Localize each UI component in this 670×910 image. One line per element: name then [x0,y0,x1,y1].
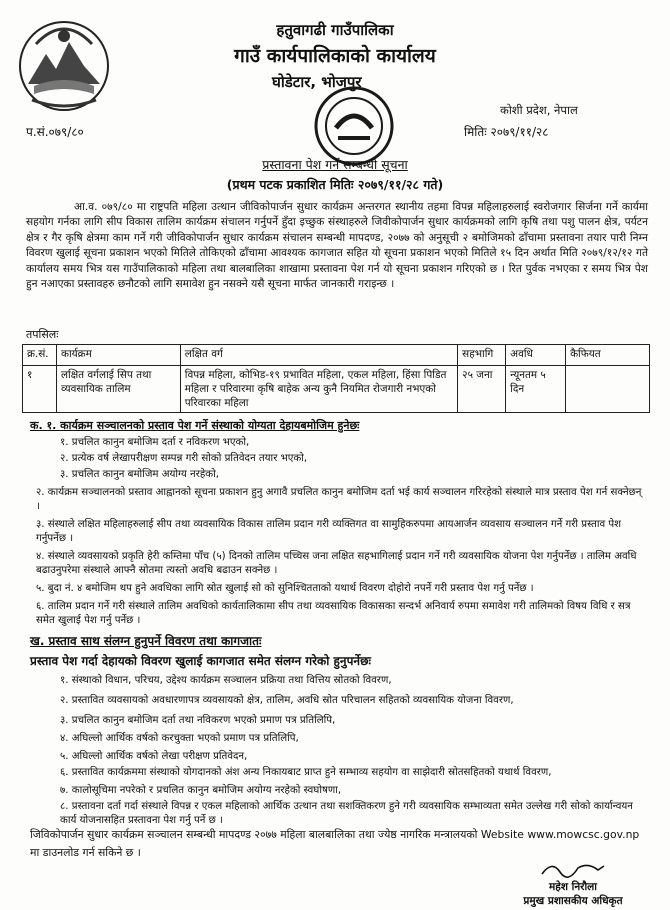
notice-title: प्रस्तावना पेश गर्ने सम्बन्धी सूचना [262,157,408,172]
list-item: ६. तालिम प्रदान गर्ने गरी संस्थाले तालिम अवधिको कार्यतालिकामा सीप तथा व्यवसायिक विकासका सन्दर्भ अनिवार्य रुपमा समावेश गरी तालिमको विषय विधि र सत्र समेत खुलाई पेश गर्नु पर्नेछ । [36,601,631,627]
table-header: लक्षित वर्ग [180,345,457,366]
list-item: ६. प्रस्तावित कार्यक्रममा संस्थाको योगदानको अंश अन्य निकायबाट प्राप्त हुने सम्भाव्य सहयोग वा साझेदारी स्रोतसहितको यथार्थ विवरण, [60,767,552,778]
notice-intro-paragraph: आ.व. ०७९/८० मा राष्ट्रपति महिला उत्थान जीविकोपार्जन सुधार कार्यक्रम अन्तरगत स्थानीय तहमा विपन्न महिलाहरुलाई स्वरोजगार सिर्जना गर्ने कार्यमा सहयोग गर्नका लागि सीप विकास तालिम कार्यक्रम संचालन गर्नुपर्ने हुँदा इच्छुक संस्थाहरुले जिवीकोपार्जन सुधार कार्यक्रमको लागि कृषि तथा पशु पालन क्षेत्र, पर्यटन क्षेत्र र गैर कृषि क्षेत्रमा काम गर्ने गरी जीविकोपार्जन सुधार कार्यक्रम संचालन सम्बन्धी मापदण्ड, २०७७ को अनुसूची २ बमोजिमको ढाँचामा प्रस्तावना तयार पारी निम्न विवरण खुलाई सूचना प्रकाशन भएको मितिले तोकिएको ढाँचामा आवश्यक कागजात सहित यो सूचना प्रकाशन भएको मितिले १५ दिन अर्थात मिति २०७९/१२/१२ गते कार्यालय समय भित्र यस गाउँपालिकाको महिला तथा बालबालिका शाखामा प्रस्तावना पेश गर्न यो सूचना प्रकाशन गरिएको छ । रित पुर्वक नभएका र समय भित्र पेश हुन नआएका प्रस्तावहरु छनौटको लागि समावेश हुन नसक्ने यसै सूचना मार्फत जानकारी गराइन्छ । [26,201,648,291]
list-item: ८. प्रस्तावना दर्ता गर्दा संस्थाले विपन्न र एकल महिलाको आर्थिक उत्थान तथा सशक्तिकरण हुने गरी व्यवसायिक सम्भाव्यता समेत उल्लेख गरी सोको कार्यान्वयन कार्य योजनासहित प्रस्तावना पेश गर्नु पर्ने छ । [60,801,633,827]
list-item: १. प्रचलित कानुन बमोजिम दर्ता र नविकरण भएको, [60,437,250,448]
list-item: २. कार्यक्रम सञ्चालनको प्रस्ताव आह्वानको सूचना प्रकाशन हुनु अगावै प्रचलित कानुन बमोजिम दर्ता भई कार्य सञ्चालन गरिरहेको संस्थाले मात्र प्रस्ताव पेश गर्न सक्नेछन् । [36,487,642,513]
table-cell: लक्षित वर्गलाई सिप तथा व्यवसायिक तालिम [56,366,180,413]
table-header: कार्यक्रम [56,345,180,366]
table-row [23,366,650,413]
office-location: घोडेटार, भोजपुर [272,73,362,91]
list-item: ५. अघिल्लो आर्थिक वर्षको लेखा परीक्षण प्रतिवेदन, [60,751,248,762]
list-item: ४. संस्थाले व्यवसायको प्रकृति हेरी कम्तिमा पाँच (५) दिनको तालिम पच्चिस जना लक्षित सहभागिलाई प्रदान गर्ने गरी व्यवसायिक योजना पेश गर्नुपर्नेछ । तालिम अवधि बढाउनुपरेमा संस्थाले आफ्नै स्रोतमा त्यस्तो अवधि बढाउन सक्नेछ । [36,551,637,577]
notice-subtitle: (प्रथम पटक प्रकाशित मितिः २०७९/११/२८ गते) [226,177,444,192]
list-item: ३. प्रचलित कानुन बमोजिम दर्ता तथा नविकरण भएको प्रमाण पत्र प्रतिलिपि, [60,715,336,726]
signatory-title: प्रमुख प्रशासकीय अधिकृत [523,895,623,907]
table-header-row [23,345,650,366]
municipality-name: हतुवागढी गाउँपालिका [276,21,394,39]
list-item: ३. संस्थाले लक्षित महिलाहरुलाई सीप तथा व्यवसायिक विकास तालिम प्रदान गरी व्यक्तिगत वा सामुहिकरुपमा आयआर्जन व्यवसाय सञ्चालन गर्ने गरी प्रस्ताव पेश गर्नुपर्नेछ । [36,519,622,545]
table-cell: २५ जना [458,366,506,413]
table-header: क्र.सं. [23,345,57,366]
table-cell [566,366,650,413]
signature-block [498,858,648,908]
office-name: गाउँ कार्यपालिकाको कार्यालय [234,45,436,67]
reference-number: प.सं.०७९/८० [26,125,84,139]
list-item: ७. कालोसूचिमा नपरेको र प्रचलित कानुन बमोजिम अयोग्य नरहेको स्वघोषणा, [60,785,342,796]
list-item: २. प्रत्येक वर्ष लेखापरीक्षण सम्पन्न गरी सोको प्रतिवेदन तयार भएको, [60,453,308,464]
list-item: ५. बुदा नं. ४ बमोजिम थप हुने अवधिका लागि स्रोत खुलाई सो को सुनिश्चितताको यथार्थ विवरण दोहोरो नपर्ने गरी प्रस्ताव पेश गर्नु पर्नेछ । [36,583,534,594]
notice-date: मितिः २०७९/११/२८ [464,125,549,139]
list-item: ३. प्रचलित कानुन बमोजिम अयोग्य नरहेको, [60,469,219,480]
program-table [22,344,650,413]
table-header: अवधि [506,345,566,366]
table-header: कैफियत [566,345,650,366]
footer-note: जिविकोपार्जन सुधार कार्यक्रम सञ्चालन सम्बन्धी मापदण्ड २०७७ महिला बालबालिका तथा ज्येष्ठ नागरिक मन्त्रालयको Website www.mowcsc.gov.np मा डाउनलोड गर्न सकिने छ । [30,828,640,859]
section-b-heading: ख. प्रस्ताव साथ संलग्न हुनुपर्ने विवरण तथा कागजातः [30,634,262,648]
table-cell: १ [23,366,57,413]
table-header: सहभागि [458,345,506,366]
section-b-intro: प्रस्ताव पेश गर्दा देहायको विवरण खुलाई कागजात समेत संलग्न गरेको हुनुपर्नेछः [30,654,371,668]
details-label: तपसिलः [26,328,59,341]
section-a-heading: क. १. कार्यक्रम सञ्चालनको प्रस्ताव पेश गर्ने संस्थाको योग्यता देहायबमोजिम हुनेछः [30,419,360,432]
signatory-name: महेश निरौला [548,881,598,893]
list-item: ४. अघिल्लो आर्थिक वर्षको करचुक्ता भएको प्रमाण पत्र प्रतिलिपि, [60,733,299,744]
province-label: कोशी प्रदेश, नेपाल [500,103,578,117]
list-item: १. संस्थाको विधान, परिचय, उद्देश्य कार्यक्रम सञ्चालन प्रक्रिया तथा वित्तिय स्रोतको विवरण, [60,675,392,686]
signature-icon [538,858,608,880]
list-item: २. प्रस्तावित व्यवसायको अवधारणापत्र व्यवसायको क्षेत्र, तालिम, अवधि स्रोत परिचालन सहितको व्यवसायिक योजना विवरण, [60,695,514,706]
table-cell: विपन्न महिला, कोभिड-१९ प्रभावित महिला, एकल महिला, हिंसा पिडित महिला र परिवारमा कृषि बाहेक अन्य कुनै नियमित रोजगारी नभएको परिवारका महिला [180,366,457,413]
table-cell: न्यूनतम ५ दिन [506,366,566,413]
